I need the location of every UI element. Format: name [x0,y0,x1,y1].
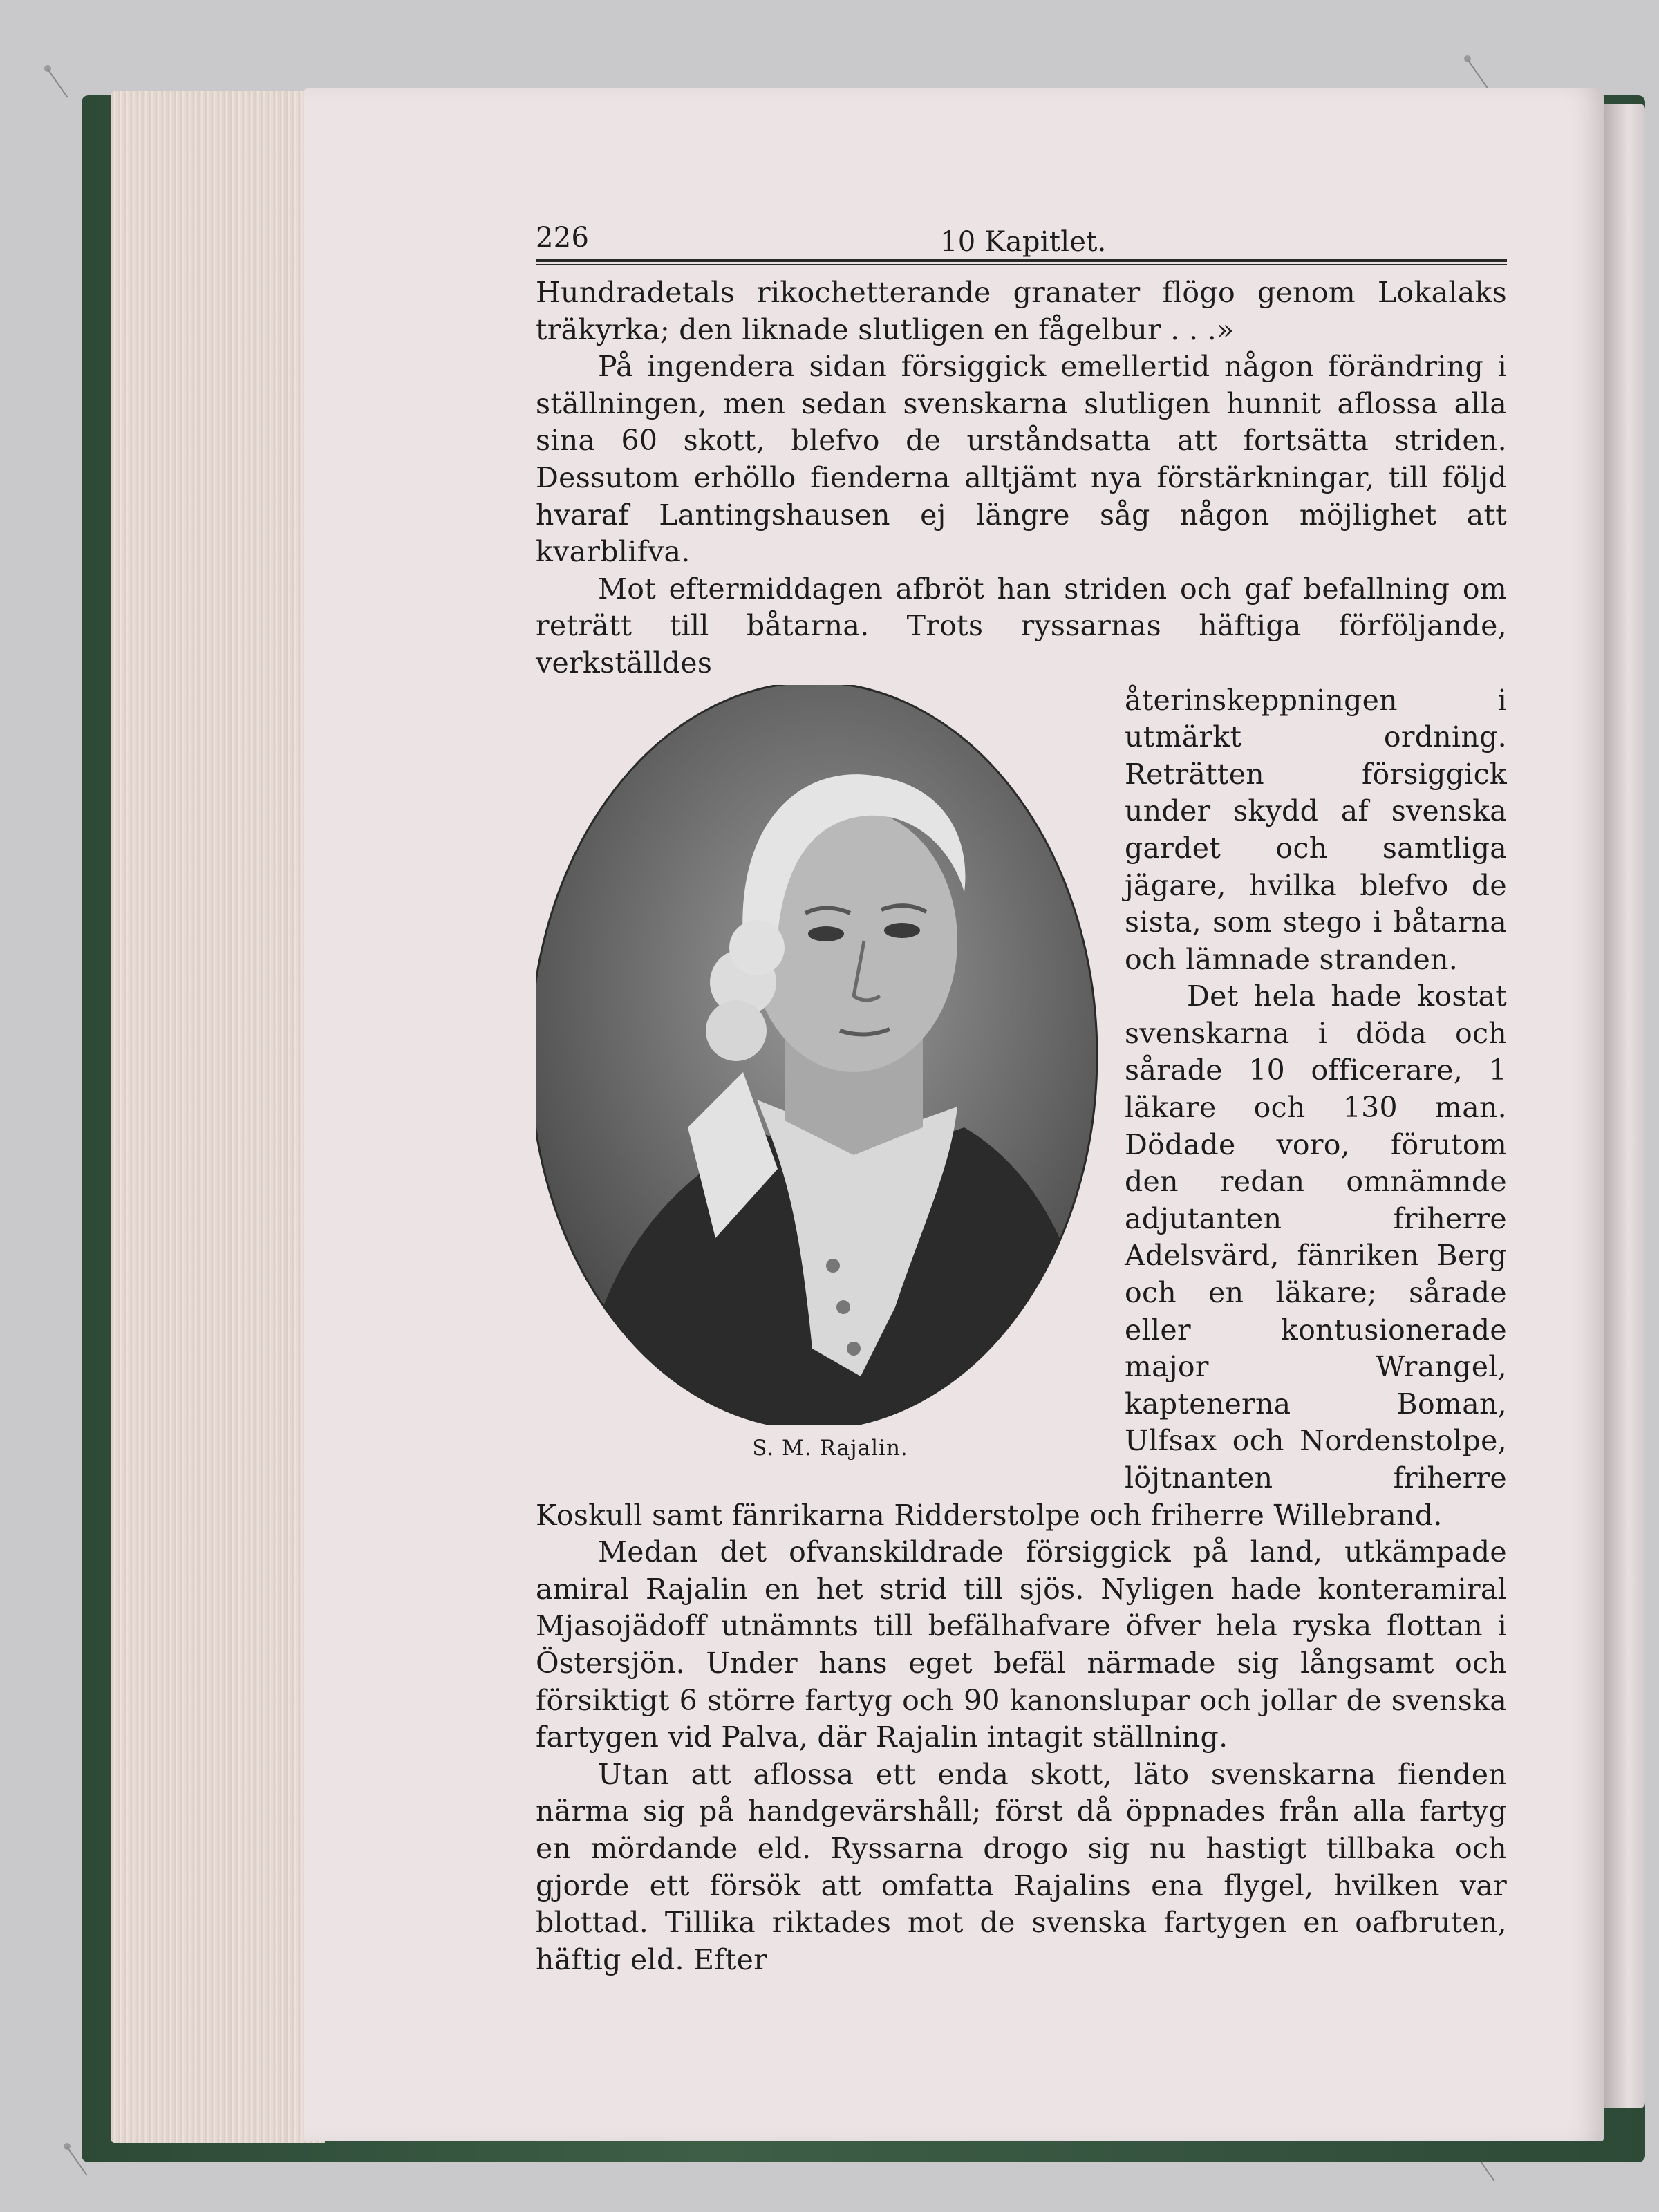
page-number: 226 [536,222,590,254]
corner-pin [1464,55,1471,62]
portrait-image [536,685,1125,1425]
paragraph: Det hela hade kostat svenskarna i döda och sårade 10 officerare, 1 läkare och 130 man. Dödade voro, förutom den redan omnämnde adjutanten friherre Adelsvärd, fänriken Berg och en läkare; sårade eller kontusionerade major Wrangel, kaptenerna Boman, Ulfsax och Nordenstolpe, löjtnanten friherre Koskull samt fänrikarna Ridderstolpe och friherre Willebrand. [536,980,1507,1532]
paragraph: Medan det ofvanskildrade försiggick på land, utkämpade amiral Rajalin en het strid till sjös. Nyligen hade konteramiral Mjasojädoff utnämnts till befälhafvare öfver hela ryska flottan i Östersjön. Under hans eget befäl närmade sig långsamt och försiktigt 6 större fartyg och 90 kanonslupar och jollar de svenska fartygen vid Palva, där Rajalin intagit ställning. [536,1535,1507,1754]
facing-page-edge [1604,104,1645,2108]
paragraph: Utan att aflossa ett enda skott, läto svenskarna fienden närma sig på handgevärshåll; först då öppnades från alla fartyg en mördande eld. Ryssarna drogo sig nu hastigt tillbaka och gjorde ett försök att omfatta Rajalins ena flygel, hvilken var blottad. Tillika riktades mot de svenska fartygen en oafbruten, häftig eld. Efter [536,1757,1507,1976]
portrait-figure [536,685,1125,1494]
figure-caption: S. M. Rajalin. [752,1435,908,1461]
page-edges [111,91,325,2143]
corner-pin [44,65,51,72]
running-head [536,214,1507,259]
paragraph: Hundradetals rikochetterande granater flögo genom Lokalaks träkyrka; den liknade slutligen en fågelbur . . .» [536,276,1507,346]
chapter-title: 10 Kapitlet. [940,226,1107,258]
corner-pin [64,2143,71,2150]
paragraph: återinskeppningen i utmärkt ordning. Reträtten försiggick under skydd af svenska gardet och samtliga jägare, hvilka blefvo de sista, som stego i båtarna och lämnade stranden. [1125,683,1507,976]
paragraph: Mot eftermiddagen afbröt han striden och gaf befallning om reträtt till båtarna. Trots ryssarnas häftiga förföljande, verkställdes [536,572,1507,679]
page-text-block [536,214,1507,1978]
paragraph: På ingendera sidan försiggick emellertid någon förändring i ställningen, men sedan svenskarna slutligen hunnit aflossa alla sina 60 skott, blefvo de urståndsatta att fortsätta striden. Dessutom erhöllo fienderna alltjämt nya förstärkningar, till följd hvaraf Lantingshausen ej längre såg någon möjlighet att kvarblifva. [536,350,1507,569]
